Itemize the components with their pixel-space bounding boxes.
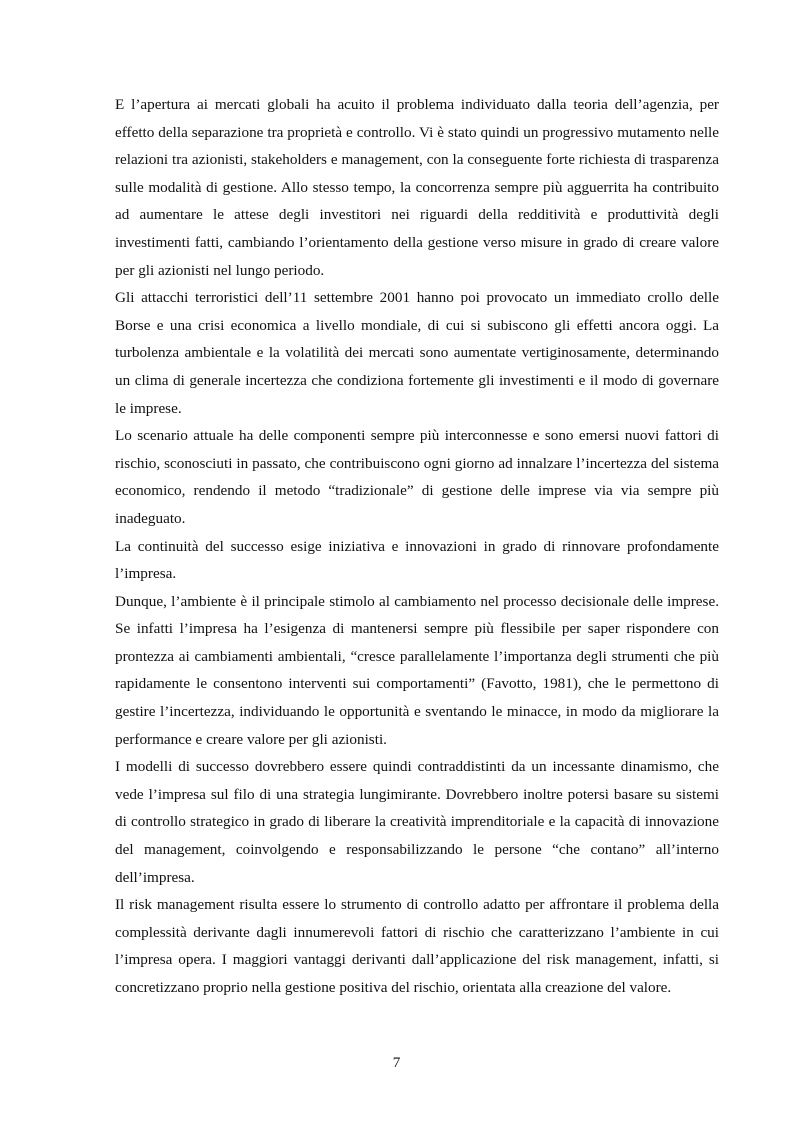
- paragraph: La continuità del successo esige iniziativa e innovazioni in grado di rinnovare profondamente l’impresa.: [115, 537, 719, 583]
- paragraph: Dunque, l’ambiente è il principale stimolo al cambiamento nel processo decisionale delle imprese. Se infatti l’impresa ha l’esigenza di mantenersi sempre più flessibile per saper rispondere con prontezza ai cambiamenti ambientali, “cresce parallelamente l’importanza degli strumenti che più rapidamente le consentono interventi sui comportamenti” (Favotto, 1981), che le permettono di gestire l’incertezza, individuando le opportunità e sventando le minacce, in modo da migliorare la performance e creare valore per gli azionisti.: [115, 592, 719, 748]
- paragraph: Il risk management risulta essere lo strumento di controllo adatto per affrontare il problema della complessità derivante dagli innumerevoli fattori di rischio che caratterizzano l’ambiente in cui l’impresa opera. I maggiori vantaggi derivanti dall’applicazione del risk management, infatti, si concretizzano proprio nella gestione positiva del rischio, orientata alla creazione del valore.: [115, 896, 719, 996]
- page-number: 7: [392, 1054, 401, 1071]
- paragraph: Lo scenario attuale ha delle componenti sempre più interconnesse e sono emersi nuovi fattori di rischio, sconosciuti in passato, che contribuiscono ogni giorno ad innalzare l’incertezza del sistema economico, rendendo il metodo “tradizionale” di gestione delle imprese via via sempre più inadeguato.: [115, 427, 719, 527]
- body-text: [115, 91, 719, 1002]
- paragraph: E l’apertura ai mercati globali ha acuito il problema individuato dalla teoria dell’agenzia, per effetto della separazione tra proprietà e controllo. Vi è stato quindi un progressivo mutamento nelle relazioni tra azionisti, stakeholders e management, con la conseguente forte richiesta di trasparenza sulle modalità di gestione. Allo stesso tempo, la concorrenza sempre più agguerrita ha contribuito ad aumentare le attese degli investitori nei riguardi della redditività e produttività degli investimenti fatti, cambiando l’orientamento della gestione verso misure in grado di creare valore per gli azionisti nel lungo periodo.: [115, 96, 719, 279]
- paragraph: I modelli di successo dovrebbero essere quindi contraddistinti da un incessante dinamismo, che vede l’impresa sul filo di una strategia lungimirante. Dovrebbero inoltre potersi basare su sistemi di controllo strategico in grado di liberare la creatività imprenditoriale e la capacità di innovazione del management, coinvolgendo e responsabilizzando le persone “che contano” all’interno dell’impresa.: [115, 758, 719, 886]
- paragraph: Gli attacchi terroristici dell’11 settembre 2001 hanno poi provocato un immediato crollo delle Borse e una crisi economica a livello mondiale, di cui si subiscono gli effetti ancora oggi. La turbolenza ambientale e la volatilità dei mercati sono aumentate vertiginosamente, determinando un clima di generale incertezza che condiziona fortemente gli investimenti e il modo di governare le imprese.: [115, 289, 719, 417]
